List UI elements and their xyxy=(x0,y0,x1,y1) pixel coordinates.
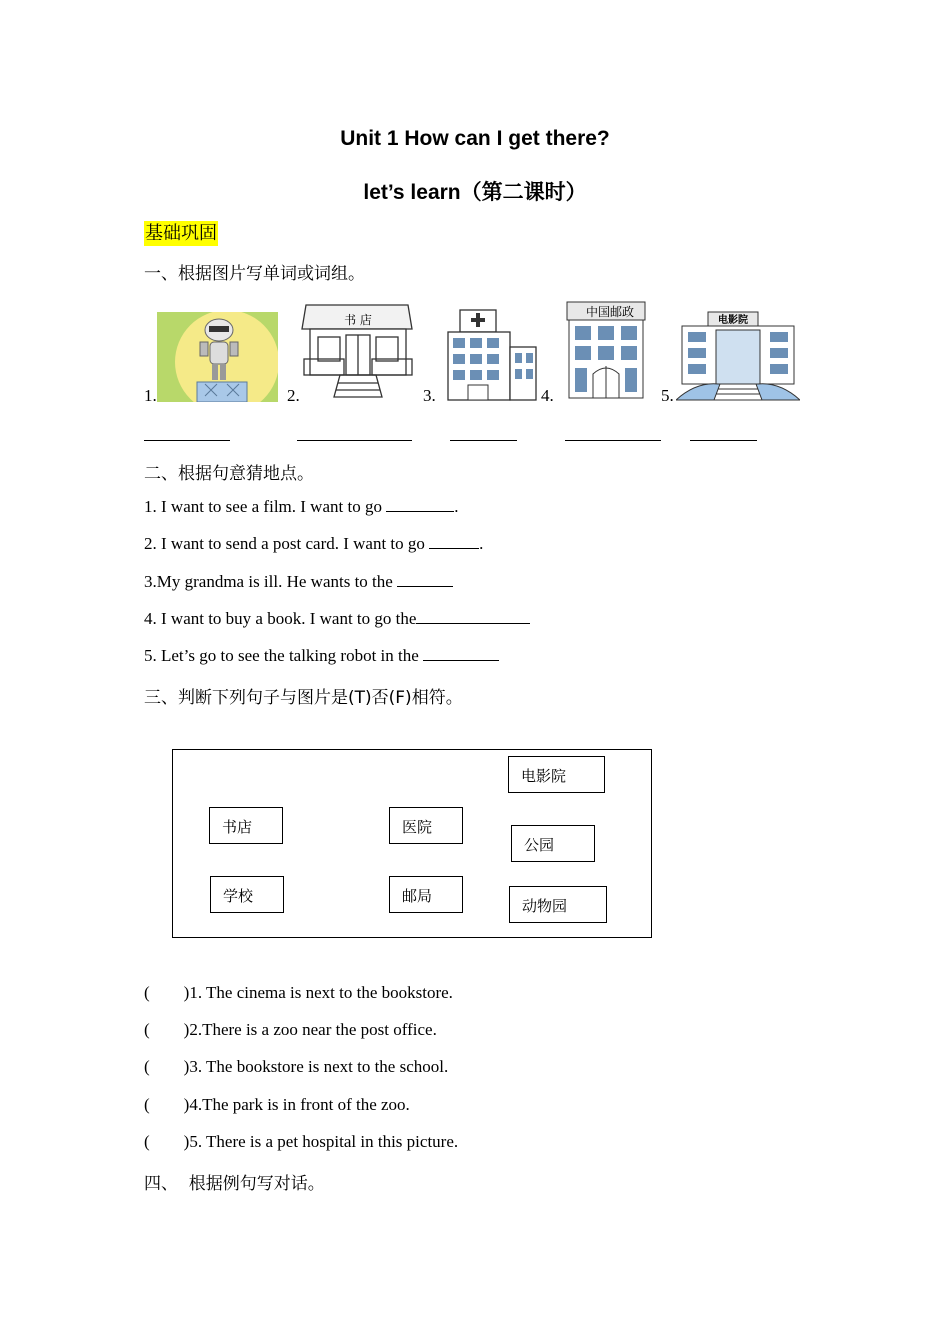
hospital-picture xyxy=(438,305,542,402)
picture-number-4: 4. xyxy=(541,386,554,405)
part2-sentence-2: 2. I want to send a post card. I want to go . xyxy=(144,534,484,553)
section-3-heading: 三、判断下列句子与图片是(T)否(F)相符。 xyxy=(144,688,463,708)
answer-line-1[interactable] xyxy=(144,440,230,441)
map-hospital: 医院 xyxy=(389,807,463,844)
tf-statement-1[interactable]: ( )1. The cinema is next to the bookstore. xyxy=(144,983,453,1002)
robot-picture xyxy=(157,312,278,402)
part2-sentence-5: 5. Let’s go to see the talking robot in the xyxy=(144,646,499,666)
map-park: 公园 xyxy=(511,825,595,862)
section-2-heading: 二、根据句意猜地点。 xyxy=(144,464,314,484)
picture-number-1: 1. xyxy=(144,386,157,405)
map-bookstore: 书店 xyxy=(209,807,283,844)
blank[interactable] xyxy=(429,534,479,549)
cinema-picture xyxy=(676,310,800,402)
picture-number-5: 5. xyxy=(661,386,674,405)
bookstore-sign: 书 店 xyxy=(344,313,372,327)
part2-sentence-4: 4. I want to buy a book. I want to go the xyxy=(144,609,530,629)
map-cinema: 电影院 xyxy=(508,756,605,793)
map-zoo: 动物园 xyxy=(509,886,607,923)
section-1-heading: 一、根据图片写单词或词组。 xyxy=(144,264,365,284)
tf-statement-4[interactable]: ( )4.The park is in front of the zoo. xyxy=(144,1095,410,1114)
blank[interactable] xyxy=(423,646,499,661)
answer-line-3[interactable] xyxy=(450,440,517,441)
blank[interactable] xyxy=(416,609,530,624)
post-office-picture xyxy=(563,298,649,402)
picture-number-3: 3. xyxy=(423,386,436,405)
part2-sentence-3: 3.My grandma is ill. He wants to the xyxy=(144,572,453,592)
answer-line-5[interactable] xyxy=(690,440,757,441)
picture-number-2: 2. xyxy=(287,386,300,405)
worksheet-subtitle: let’s learn（第二课时） xyxy=(363,181,587,204)
tf-statement-5[interactable]: ( )5. There is a pet hospital in this picture. xyxy=(144,1132,459,1151)
blank[interactable] xyxy=(397,572,453,587)
blank[interactable] xyxy=(386,497,454,512)
map-post-office: 邮局 xyxy=(389,876,463,913)
answer-line-2[interactable] xyxy=(297,440,412,441)
highlight-label: 基础巩固 xyxy=(145,223,217,244)
cinema-sign: 电影院 xyxy=(718,315,748,326)
tf-statement-2[interactable]: ( )2.There is a zoo near the post office. xyxy=(144,1020,437,1039)
bookstore-picture xyxy=(300,297,416,402)
worksheet-title: Unit 1 How can I get there? xyxy=(340,127,610,150)
answer-line-4[interactable] xyxy=(565,440,661,441)
map-school: 学校 xyxy=(210,876,284,913)
tf-statement-3[interactable]: ( )3. The bookstore is next to the school. xyxy=(144,1057,449,1076)
part2-sentence-1: 1. I want to see a film. I want to go . xyxy=(144,497,459,516)
section-4-heading: 四、 根据例句写对话。 xyxy=(144,1174,325,1194)
post-office-sign: 中国邮政 xyxy=(585,305,635,319)
